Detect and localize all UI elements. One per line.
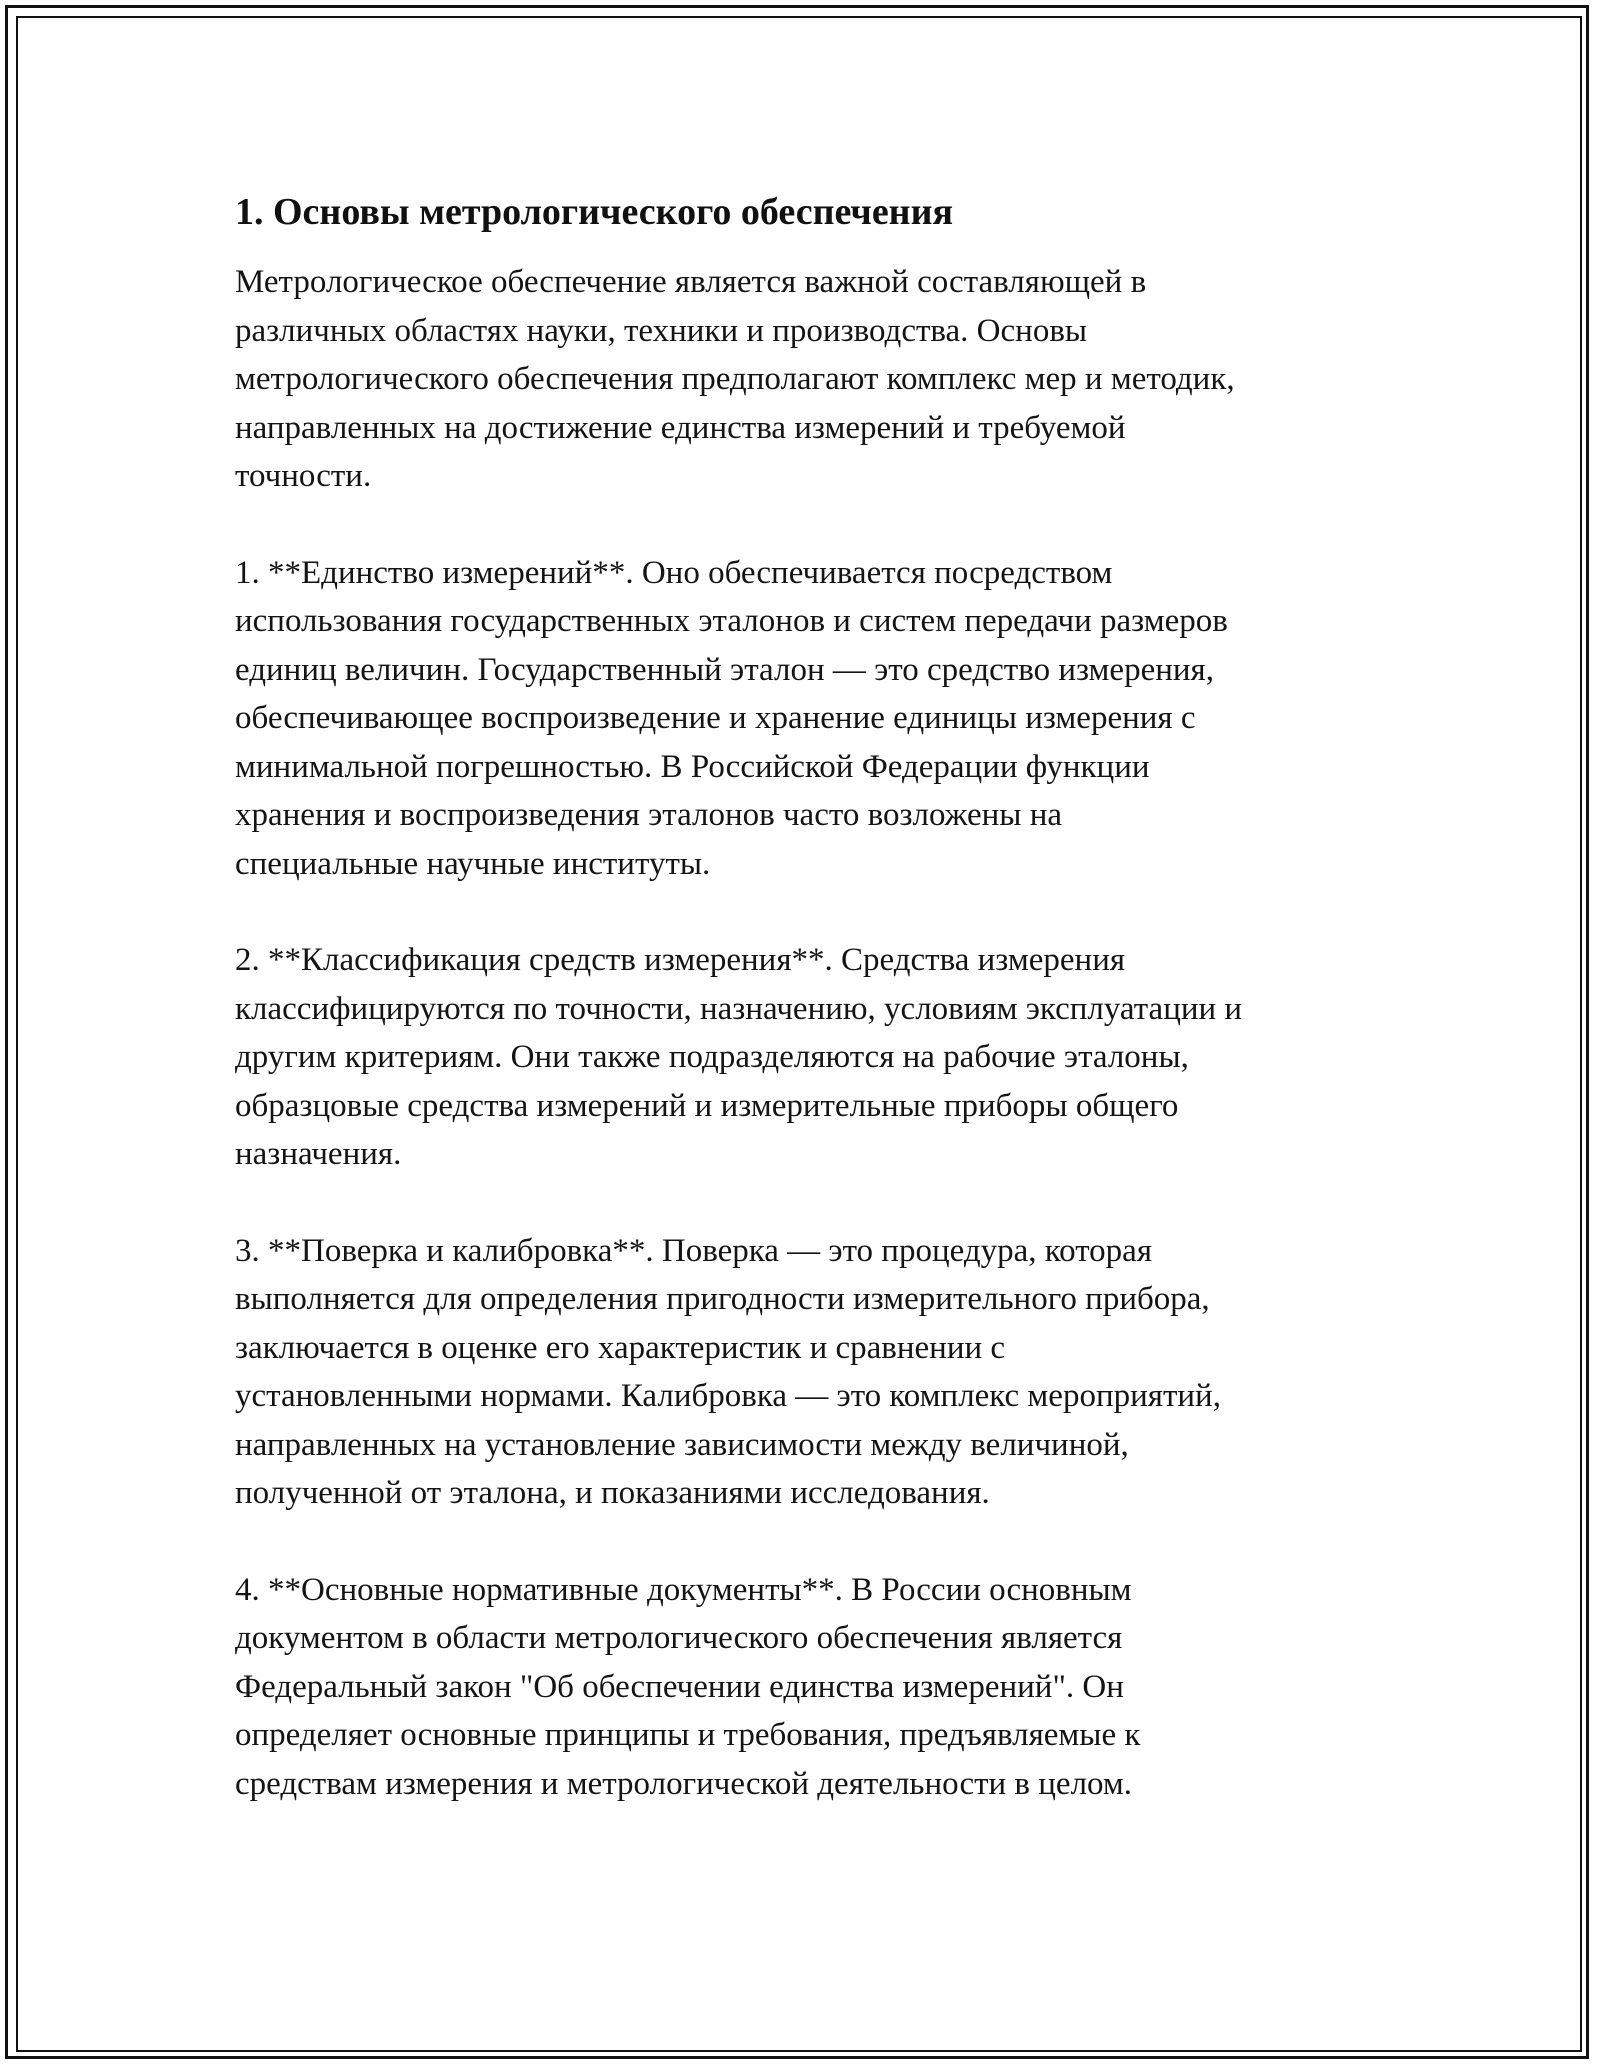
text-line: заключается в оценке его характеристик и сравнении с (235, 1329, 1006, 1366)
text-line: средствам измерения и метрологической деятельности в целом. (235, 1765, 1133, 1802)
text-line: минимальной погрешностью. В Российской Федерации функции (235, 748, 1150, 785)
text-line: хранения и воспроизведения эталонов часто возложены на (235, 797, 1063, 833)
text-line: точности. (235, 458, 372, 494)
text-line: 1. **Единство измерений**. Оно обеспечивается посредством (235, 554, 1113, 591)
text-line: специальные научные институты. (235, 845, 711, 882)
document-heading: 1. Основы метрологического обеспечения (235, 191, 954, 233)
item-4-paragraph (235, 1566, 1375, 1809)
document-body (235, 188, 1375, 1856)
text-line: выполняется для определения пригодности измерительного прибора, (235, 1281, 1210, 1317)
intro-paragraph (235, 258, 1375, 501)
text-line: установленными нормами. Калибровка — это комплекс мероприятий, (235, 1378, 1221, 1414)
text-line: другим критериям. Они также подразделяются на рабочие эталоны, (235, 1039, 1189, 1075)
text-line: образцовые средства измерений и измерительные приборы общего (235, 1087, 1179, 1124)
text-line: направленных на установление зависимости между величиной, (235, 1426, 1129, 1463)
item-2-paragraph (235, 936, 1375, 1179)
text-line: Метрологическое обеспечение является важной составляющей в (235, 264, 1147, 300)
text-line: направленных на достижение единства измерений и требуемой (235, 409, 1126, 446)
text-line: использования государственных эталонов и систем передачи размеров (235, 603, 1228, 639)
text-line: классифицируются по точности, назначению, условиям эксплуатации и (235, 990, 1243, 1027)
text-line: Федеральный закон "Об обеспечении единства измерений". Он (235, 1668, 1124, 1705)
text-line: определяет основные принципы и требования, предъявляемые к (235, 1717, 1141, 1753)
text-line: документом в области метрологического обеспечения является (235, 1620, 1123, 1656)
text-line: 4. **Основные нормативные документы**. В России основным (235, 1571, 1132, 1608)
item-1-paragraph (235, 549, 1375, 889)
text-line: единиц величин. Государственный эталон — это средство измерения, (235, 651, 1214, 688)
text-line: 2. **Классификация средств измерения**. Средства измерения (235, 942, 1126, 978)
text-line: 3. **Поверка и калибровка**. Поверка — это процедура, которая (235, 1232, 1153, 1269)
item-3-paragraph (235, 1227, 1375, 1518)
text-line: различных областях науки, техники и производства. Основы (235, 312, 1088, 349)
text-line: полученной от эталона, и показаниями исследования. (235, 1475, 990, 1511)
text-line: назначения. (235, 1136, 402, 1172)
text-line: метрологического обеспечения предполагают комплекс мер и методик, (235, 361, 1235, 397)
text-line: обеспечивающее воспроизведение и хранение единицы измерения с (235, 700, 1196, 736)
